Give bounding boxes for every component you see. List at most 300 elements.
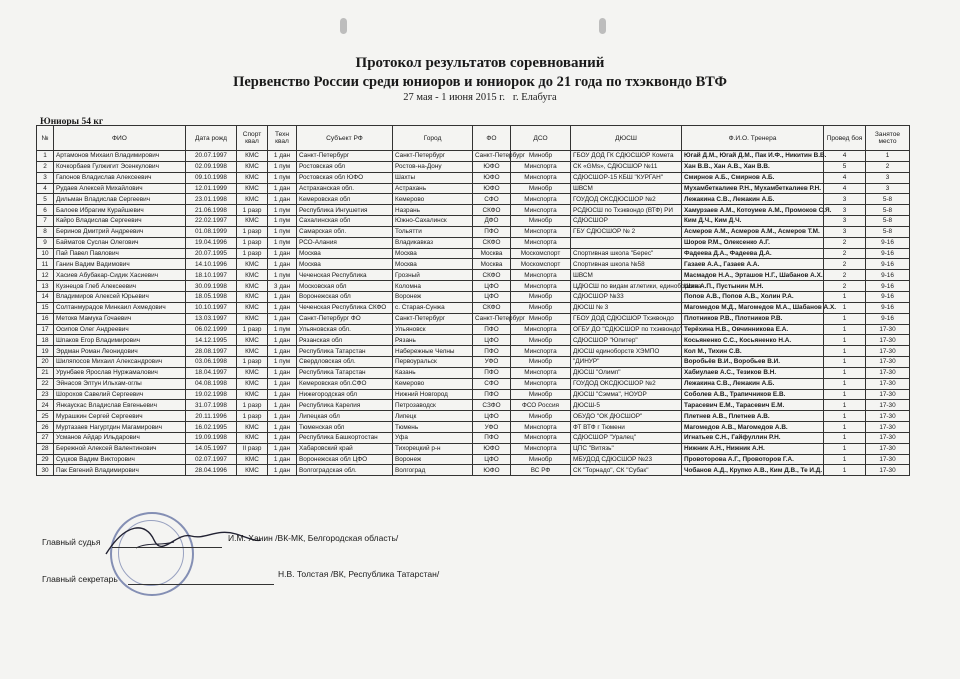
table-cell: 1 дан	[268, 194, 297, 205]
table-cell: Газаев А.А., Газаев А.А.	[682, 259, 824, 270]
table-cell: Воронеж	[393, 454, 473, 465]
table-row	[37, 161, 910, 172]
table-cell: ЦДЮСШ по видам атлетики, единоборства	[571, 281, 682, 292]
table-body	[37, 151, 910, 476]
column-header: Ф.И.О. Тренера	[682, 126, 824, 151]
table-cell: Республика Ингушетия	[297, 205, 393, 216]
table-cell: Санкт-Петербург	[393, 151, 473, 162]
table-cell: 01.08.1999	[186, 226, 237, 237]
table-cell: Пай Павел Павлович	[54, 248, 186, 259]
table-cell: 17-30	[866, 443, 910, 454]
table-cell: Спортивная школа "Берес"	[571, 248, 682, 259]
table-cell: КМС	[237, 151, 268, 162]
table-cell: Терёхина Н.В., Овчинникова Е.А.	[682, 324, 824, 335]
table-cell: ГБОУ ДОД СДЮСШОР Тхэквондо	[571, 313, 682, 324]
table-cell: 1 разр	[237, 357, 268, 368]
table-cell: 17-30	[866, 454, 910, 465]
table-cell: Владимиров Алексей Юрьевич	[54, 291, 186, 302]
table-cell: 26	[37, 422, 54, 433]
table-row	[37, 400, 910, 411]
table-cell: Назрань	[393, 205, 473, 216]
table-cell: Минспорта	[511, 172, 571, 183]
table-cell: 19	[37, 346, 54, 357]
table-row	[37, 205, 910, 216]
table-cell: 4	[824, 151, 866, 162]
table-cell: Нижний Новгород	[393, 389, 473, 400]
table-cell: Владикавказ	[393, 237, 473, 248]
table-cell: 1 дан	[268, 248, 297, 259]
table-cell: 1 дан	[268, 183, 297, 194]
table-cell: ЮФО	[473, 183, 511, 194]
table-cell: 23	[37, 389, 54, 400]
table-cell: 1 разр	[237, 411, 268, 422]
table-cell: Кемеровская обл	[297, 194, 393, 205]
table-cell: 1 пум	[268, 226, 297, 237]
table-cell: КМС	[237, 161, 268, 172]
table-cell: 11	[37, 259, 54, 270]
table-cell: Воробьёв В.И., Воробьев В.И.	[682, 357, 824, 368]
table-cell: 18.05.1998	[186, 291, 237, 302]
table-cell: 9-16	[866, 291, 910, 302]
table-cell: 14	[37, 291, 54, 302]
secretary-signature-line	[128, 584, 274, 585]
table-cell: Минспорта	[511, 194, 571, 205]
table-cell: Эйнасов Элтун Ильхам-оглы	[54, 378, 186, 389]
table-cell: 1 дан	[268, 291, 297, 302]
table-cell: Ростов-на-Дону	[393, 161, 473, 172]
table-cell: 18	[37, 335, 54, 346]
table-cell: 17-30	[866, 357, 910, 368]
table-cell: 15	[37, 302, 54, 313]
table-cell: Байматов Суслан Олегович	[54, 237, 186, 248]
table-cell: Минспорта	[511, 432, 571, 443]
table-cell: ПФО	[473, 389, 511, 400]
binder-hole-right	[599, 18, 606, 34]
table-cell: 19.02.1998	[186, 389, 237, 400]
table-cell: Тарасевич Е.М., Тарасевич Е.М.	[682, 400, 824, 411]
table-cell: 1 разр	[237, 324, 268, 335]
column-header: Занятое место	[866, 126, 910, 151]
table-cell: КМС	[237, 259, 268, 270]
table-cell: СКФО	[473, 302, 511, 313]
table-cell: КМС	[237, 270, 268, 281]
table-cell: 1 дан	[268, 443, 297, 454]
table-cell: Муртазаев Нагуртдин Магамирович	[54, 422, 186, 433]
table-cell: 2	[824, 259, 866, 270]
table-cell: 5	[824, 161, 866, 172]
table-cell: Ганин Вадим Вадимович	[54, 259, 186, 270]
table-cell: 17-30	[866, 432, 910, 443]
table-cell: 16.02.1995	[186, 422, 237, 433]
table-cell: 9-16	[866, 237, 910, 248]
table-cell: 3	[824, 205, 866, 216]
table-cell: 17-30	[866, 422, 910, 433]
table-cell: Ким Д.Ч., Ким Д.Ч.	[682, 216, 824, 227]
table-cell: 30.09.1998	[186, 281, 237, 292]
table-cell: 29	[37, 454, 54, 465]
table-header-row	[37, 126, 910, 151]
table-cell: 25	[37, 411, 54, 422]
table-cell: Минобр	[511, 291, 571, 302]
table-cell: КМС	[237, 335, 268, 346]
judge-label: Главный судья	[42, 537, 101, 547]
table-cell: Масмадов Н.А., Эрташов Н.Г., Шабанов А.Х.	[682, 270, 824, 281]
table-row	[37, 411, 910, 422]
table-cell: Республика Карелия	[297, 400, 393, 411]
table-cell: Минобр	[511, 335, 571, 346]
column-header: Город	[393, 126, 473, 151]
table-cell: Москва	[393, 248, 473, 259]
table-cell: 1	[824, 454, 866, 465]
table-cell: Рязанская обл	[297, 335, 393, 346]
weight-category: Юниоры 54 кг	[40, 117, 104, 127]
table-cell: 1 дан	[268, 454, 297, 465]
table-cell: Первоуральск	[393, 357, 473, 368]
table-cell: 4	[824, 172, 866, 183]
table-cell: ДФО	[473, 216, 511, 227]
table-cell: 9-16	[866, 302, 910, 313]
table-cell: 20	[37, 357, 54, 368]
table-cell: 5-8	[866, 205, 910, 216]
table-cell: КМС	[237, 302, 268, 313]
table-cell: Санкт-Петербург	[473, 313, 511, 324]
table-cell: 1 разр	[237, 205, 268, 216]
table-cell: Балоев Ибрагим Курайшевич	[54, 205, 186, 216]
table-cell: Попов А.В., Попов А.В., Холин Р.А.	[682, 291, 824, 302]
table-cell: Гапонов Владислав Алексеевич	[54, 172, 186, 183]
table-cell: Ростовская обл ЮФО	[297, 172, 393, 183]
table-cell: 17-30	[866, 411, 910, 422]
table-cell: 2	[824, 270, 866, 281]
table-cell: 04.08.1998	[186, 378, 237, 389]
table-row	[37, 367, 910, 378]
table-cell: 2	[37, 161, 54, 172]
table-cell: Москомспорт	[511, 248, 571, 259]
table-row	[37, 259, 910, 270]
table-cell: 20.11.1996	[186, 411, 237, 422]
table-cell: Шиляпосов Михаил Александрович	[54, 357, 186, 368]
table-cell: Минспорта	[511, 367, 571, 378]
table-cell: Магомедов А.В., Магомедов А.В.	[682, 422, 824, 433]
table-cell: 1 разр	[237, 400, 268, 411]
table-cell: 17-30	[866, 324, 910, 335]
table-cell: II разр	[237, 443, 268, 454]
table-cell: КМС	[237, 432, 268, 443]
table-cell: 5-8	[866, 226, 910, 237]
table-cell: СКФО	[473, 205, 511, 216]
table-cell: Хамурзаев А.М., Котоуиев А.М., Промоков С.Я.	[682, 205, 824, 216]
table-cell: Лежакина С.В., Лежакин А.Б.	[682, 194, 824, 205]
table-cell: 1	[824, 465, 866, 476]
table-cell: 3	[824, 226, 866, 237]
table-cell: ГОУДОД ОКСДЮСШОР №2	[571, 194, 682, 205]
table-cell: Воронежская обл ЦФО	[297, 454, 393, 465]
table-cell: ЮФО	[473, 161, 511, 172]
table-cell: 9-16	[866, 248, 910, 259]
table-cell: 17-30	[866, 378, 910, 389]
table-cell: Лежакина С.В., Лежакин А.Б.	[682, 378, 824, 389]
table-cell: 22	[37, 378, 54, 389]
table-cell: ПФО	[473, 226, 511, 237]
table-row	[37, 194, 910, 205]
table-cell: 13	[37, 281, 54, 292]
table-cell: Суцков Вадим Викторович	[54, 454, 186, 465]
table-cell: СКФО	[473, 237, 511, 248]
table-cell: 1	[824, 389, 866, 400]
table-cell: 9-16	[866, 281, 910, 292]
table-cell: Москва	[473, 259, 511, 270]
table-cell: КМС	[237, 291, 268, 302]
table-cell: Плотников Р.В., Плотников Р.В.	[682, 313, 824, 324]
table-cell: Минспорта	[511, 205, 571, 216]
table-cell: Тюменская обл	[297, 422, 393, 433]
table-cell: Минспорта	[511, 443, 571, 454]
table-cell: Кайро Владислав Сергеевич	[54, 216, 186, 227]
table-cell: Минобр	[511, 389, 571, 400]
table-cell: Тихорецкий р-н	[393, 443, 473, 454]
table-cell: ШВСМ	[571, 270, 682, 281]
table-cell	[571, 237, 682, 248]
table-cell: СДЮСШОР	[571, 216, 682, 227]
table-cell: ЮФО	[473, 172, 511, 183]
table-cell: Москомспорт	[511, 259, 571, 270]
table-cell: Шоров Р.М., Олексенко А.Г.	[682, 237, 824, 248]
table-row	[37, 172, 910, 183]
table-row	[37, 270, 910, 281]
table-cell: 1 дан	[268, 411, 297, 422]
table-cell: Бережной Алексей Валентинович	[54, 443, 186, 454]
table-cell: Соболев А.В., Трапичников Е.В.	[682, 389, 824, 400]
table-cell: 09.10.1998	[186, 172, 237, 183]
table-cell: Минобр	[511, 302, 571, 313]
table-cell: Хабиулаев А.С., Тезиков В.Н.	[682, 367, 824, 378]
table-cell: Кемерово	[393, 194, 473, 205]
table-cell: Нижегородская обл	[297, 389, 393, 400]
table-cell: Кочкорбаев Гулжигит Эсенкулович	[54, 161, 186, 172]
table-cell: 1 дан	[268, 422, 297, 433]
column-header: ФО	[473, 126, 511, 151]
table-cell: 1 дан	[268, 335, 297, 346]
secretary-label: Главный секретарь	[42, 574, 118, 584]
table-cell: Дильман Владислав Сергеевич	[54, 194, 186, 205]
table-cell: 3	[824, 216, 866, 227]
table-cell: Хан В.В., Хан А.В., Хан В.В.	[682, 161, 824, 172]
table-cell: Липецк	[393, 411, 473, 422]
table-cell: ВС РФ	[511, 465, 571, 476]
table-cell: Воронеж	[393, 291, 473, 302]
table-cell: 1 дан	[268, 313, 297, 324]
table-cell: Хабаровский край	[297, 443, 393, 454]
table-cell: Минспорта	[511, 422, 571, 433]
binder-hole-left	[340, 18, 347, 34]
table-cell: Кол М., Тихин С.В.	[682, 346, 824, 357]
table-cell: 17-30	[866, 389, 910, 400]
table-cell: 1 пум	[268, 216, 297, 227]
table-cell: Липецкая обл	[297, 411, 393, 422]
table-cell: Санкт-Петербург	[473, 151, 511, 162]
table-cell: ГОУДОД ОКСДЮСШОР №2	[571, 378, 682, 389]
table-cell: 17-30	[866, 367, 910, 378]
table-cell: Провоторова А.Г., Провоторов Г.А.	[682, 454, 824, 465]
table-row	[37, 389, 910, 400]
table-cell: ЦФО	[473, 454, 511, 465]
table-cell: КМС	[237, 183, 268, 194]
table-row	[37, 422, 910, 433]
table-cell: Эрдман Роман Леонидович	[54, 346, 186, 357]
table-cell: 1 дан	[268, 400, 297, 411]
table-cell: 1 пум	[268, 205, 297, 216]
table-cell: 1	[824, 443, 866, 454]
table-cell: 20.07.1997	[186, 151, 237, 162]
table-cell: Москва	[473, 248, 511, 259]
table-cell: ПФО	[473, 367, 511, 378]
table-cell: 2	[824, 237, 866, 248]
table-cell: Артамонов Михаил Владимирович	[54, 151, 186, 162]
table-cell: Республика Татарстан	[297, 346, 393, 357]
table-cell: СДЮСШОР "Уралец"	[571, 432, 682, 443]
table-cell: УФО	[473, 357, 511, 368]
table-cell: 17	[37, 324, 54, 335]
table-row	[37, 346, 910, 357]
table-cell: ЦФО	[473, 411, 511, 422]
table-cell: 1	[824, 324, 866, 335]
table-cell: Янкаускас Владислав Евгеньевич	[54, 400, 186, 411]
table-cell: КМС	[237, 465, 268, 476]
table-cell: СФО	[473, 194, 511, 205]
table-cell: Кузнецов Глеб Алексеевич	[54, 281, 186, 292]
table-cell: Самарская обл.	[297, 226, 393, 237]
table-cell: 3	[824, 194, 866, 205]
table-cell: 4	[37, 183, 54, 194]
table-cell: 1 разр	[237, 248, 268, 259]
table-cell: КМС	[237, 378, 268, 389]
table-cell: СДЮСШОР-15 КБШ "КУРГАН"	[571, 172, 682, 183]
table-row	[37, 335, 910, 346]
table-row	[37, 151, 910, 162]
table-cell: ЦПС "Витязь"	[571, 443, 682, 454]
results-table	[36, 125, 910, 476]
table-cell: ДЮСШ "Сэмма", НОУОР	[571, 389, 682, 400]
table-cell: 12.01.1999	[186, 183, 237, 194]
table-cell: Москва	[297, 248, 393, 259]
table-cell: Санкт-Петербург	[297, 151, 393, 162]
table-cell: Смирнов А.Б., Смирнов А.Б.	[682, 172, 824, 183]
table-cell: 02.07.1997	[186, 454, 237, 465]
table-cell: СЗФО	[473, 400, 511, 411]
column-header: ДСО	[511, 126, 571, 151]
table-cell: 8	[37, 226, 54, 237]
table-cell: Кемерово	[393, 378, 473, 389]
table-cell: Косьяненко С.С., Косьяненко Н.А.	[682, 335, 824, 346]
table-cell: МБУДОД СДЮСШОР №23	[571, 454, 682, 465]
table-cell: 2	[866, 161, 910, 172]
table-cell: ЮФО	[473, 443, 511, 454]
table-cell: 10	[37, 248, 54, 259]
table-cell: КМС	[237, 422, 268, 433]
table-cell: Москва	[297, 259, 393, 270]
table-cell: 20.07.1995	[186, 248, 237, 259]
table-cell: 14.10.1996	[186, 259, 237, 270]
table-cell: ДЮСШ "Олимп"	[571, 367, 682, 378]
table-cell: Петрозаводск	[393, 400, 473, 411]
table-row	[37, 357, 910, 368]
table-cell: Воронежская обл	[297, 291, 393, 302]
table-cell: Хасиев Абубакар-Сидик Хасиевич	[54, 270, 186, 281]
table-cell: 18.10.1997	[186, 270, 237, 281]
table-cell: Кемеровская обл.СФО	[297, 378, 393, 389]
table-row	[37, 454, 910, 465]
column-header: Спорт квал	[237, 126, 268, 151]
table-cell: Рязань	[393, 335, 473, 346]
table-cell: 3	[37, 172, 54, 183]
table-cell: Спортивная школа №58	[571, 259, 682, 270]
table-cell: 30	[37, 465, 54, 476]
table-cell: 1	[824, 378, 866, 389]
table-cell: Южно-Сахалинск	[393, 216, 473, 227]
table-cell: Солтанмурадов Минкаил Ахмедович	[54, 302, 186, 313]
table-cell: ШВСМ	[571, 183, 682, 194]
table-cell: 1	[824, 357, 866, 368]
table-cell: ЦФО	[473, 291, 511, 302]
table-cell: 1	[824, 422, 866, 433]
table-cell: ПФО	[473, 324, 511, 335]
table-cell: Беринов Дмитрий Андреевич	[54, 226, 186, 237]
table-cell: 18.04.1997	[186, 367, 237, 378]
table-cell: 7	[37, 216, 54, 227]
table-cell: 17-30	[866, 335, 910, 346]
table-cell: Уфа	[393, 432, 473, 443]
table-cell: 21	[37, 367, 54, 378]
table-cell: 1 дан	[268, 259, 297, 270]
event-city: г. Елабуга	[512, 92, 557, 103]
dates-line	[0, 92, 960, 103]
table-cell: СКФО	[473, 270, 511, 281]
judge-name: И.М. Ханин /ВК-МК, Белгородская область/	[228, 533, 399, 543]
column-header: ДЮСШ	[571, 126, 682, 151]
table-cell: Пак Евгений Владимирович	[54, 465, 186, 476]
table-cell: 28.08.1997	[186, 346, 237, 357]
table-cell: Республика Татарстан	[297, 367, 393, 378]
table-cell: 1 дан	[268, 346, 297, 357]
table-cell: Свердловская обл.	[297, 357, 393, 368]
column-header: Техн квал	[268, 126, 297, 151]
table-cell: 1	[824, 335, 866, 346]
table-cell: 27	[37, 432, 54, 443]
table-cell: Грозный	[393, 270, 473, 281]
table-cell: Рудаев Алексей Михайлович	[54, 183, 186, 194]
table-cell: КМС	[237, 194, 268, 205]
table-cell: 5-8	[866, 216, 910, 227]
judge-signature-line	[112, 547, 222, 548]
table-cell: Чеченская Республика	[297, 270, 393, 281]
table-cell: 06.02.1999	[186, 324, 237, 335]
secretary-name: Н.В. Толстая /ВК, Республика Татарстан/	[278, 569, 440, 579]
table-cell: КМС	[237, 454, 268, 465]
table-cell: 1 разр	[237, 226, 268, 237]
table-cell: 19.04.1996	[186, 237, 237, 248]
table-cell: 13.03.1997	[186, 313, 237, 324]
table-cell: 23.01.1998	[186, 194, 237, 205]
table-cell: Сахалинская обл	[297, 216, 393, 227]
table-cell: КМС	[237, 281, 268, 292]
table-cell: Осипов Олег Андреевич	[54, 324, 186, 335]
table-cell: 1 пум	[268, 237, 297, 248]
table-row	[37, 281, 910, 292]
table-cell: Ростовская обл	[297, 161, 393, 172]
table-cell: 28.04.1996	[186, 465, 237, 476]
table-cell: 9	[37, 237, 54, 248]
table-cell: 17-30	[866, 465, 910, 476]
